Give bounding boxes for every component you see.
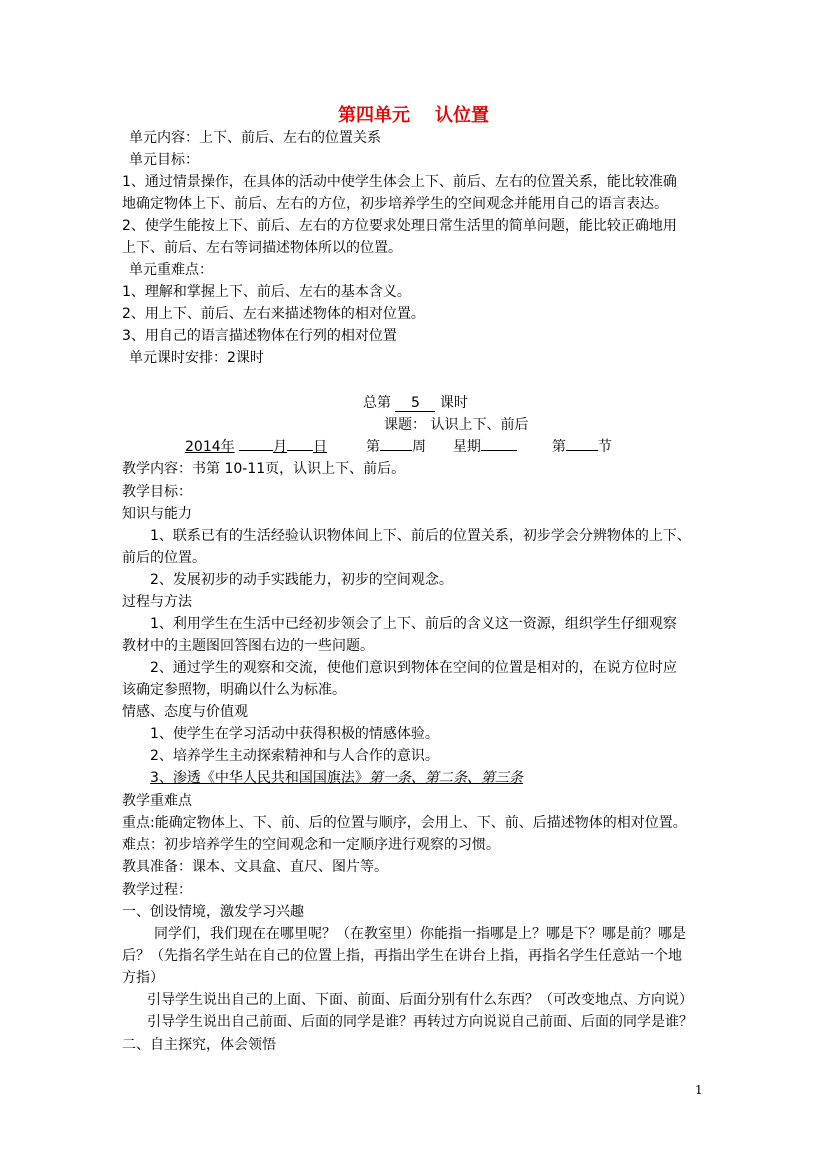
section1-para1-line1: 同学们，我们现在在哪里呢？（在教室里）你能指一指哪是上？哪是下？哪是前？哪是 [154,926,686,942]
process-item1-line2: 教材中的主题图回答图右边的一些问题。 [122,638,374,654]
unit-key2: 2、用上下、前后、左右来描述物体的相对位置。 [122,306,425,322]
unit-goal2-line2: 上下、前后、左右等词描述物体所以的位置。 [122,240,402,256]
lesson-goals-label: 教学目标： [122,484,192,500]
lesson-total-number: 5 [395,396,435,412]
emotion-item3 [150,769,523,787]
lesson-date-row [185,438,612,456]
unit-title: 第四单元 认位置 [337,105,490,126]
process-item1-line1: 1、利用学生在生活中已经初步领会了上下、前后的含义这一资源，组织学生仔细观察 [150,616,677,632]
period-label: 第 [551,439,566,455]
emotion-label: 情感、态度与价值观 [122,704,248,720]
lesson-total [363,394,468,412]
process-item2-line2: 该确定参照物，明确以什么为标准。 [122,682,346,698]
process-label: 过程与方法 [122,594,192,610]
lesson-total-prefix: 总第 [363,395,391,411]
weekday-label: 星期 [452,439,481,455]
unit-key3: 3、用自己的语言描述物体在行列的相对位置 [122,328,397,344]
knowledge-item1-line2: 前后的位置。 [122,550,206,566]
emotion-item1: 1、使学生在学习活动中获得积极的情感体验。 [150,726,439,742]
unit-schedule: 单元课时安排：2课时 [129,350,264,366]
knowledge-item1-line1: 1、联系已有的生活经验认识物体间上下、前后的位置关系，初步学会分辨物体的上下、 [150,528,691,544]
unit-goal1-line1: 1、通过情景操作，在具体的活动中使学生体会上下、前后、左右的位置关系，能比较准确 [122,174,677,190]
section1-para3: 引导学生说出自己前面、后面的同学是谁？再转过方向说说自己前面、后面的同学是谁？ [147,1014,693,1030]
emotion-item3-articles: 第一条、第二条、第三条 [368,770,523,786]
process-title: 教学过程： [122,882,192,898]
section1-para1-line3: 方指） [122,970,164,986]
teaching-tools: 教具准备：课本、文具盒、直尺、图片等。 [122,859,388,875]
emotion-item3-main: 3、渗透《中华人民共和国国旗法》 [150,770,369,786]
week-label: 第 [366,439,380,455]
process-item2-line1: 2、通过学生的观察和交流，使他们意识到物体在空间的位置是相对的，在说方位时应 [150,660,677,676]
keypoints-label: 教学重难点 [122,793,192,809]
week-suffix: 周 [412,439,426,455]
lesson-topic: 课题： 认识上下、前后 [384,417,529,433]
section2-title: 二、自主探究，体会领悟 [122,1037,276,1053]
key-point: 重点:能确定物体上、下、前、后的位置与顺序，会用上、下、前、后描述物体的相对位置。 [122,815,687,831]
unit-key-label: 单元重难点： [129,262,213,278]
knowledge-label: 知识与能力 [122,506,192,522]
date-year: 2014年 [185,439,235,455]
unit-goals-label: 单元目标： [129,152,199,168]
unit-content: 单元内容：上下、前后、左右的位置关系 [129,130,381,146]
date-day: 日 [313,439,328,455]
date-month: 月 [273,439,288,455]
section1-para1-line2: 后？（先指名学生站在自己的位置上指，再指出学生在讲台上指，再指名学生任意站一个地 [122,948,682,964]
unit-goal2-line1: 2、使学生能按上下、前后、左右的方位要求处理日常生活里的简单问题，能比较正确地用 [122,218,677,234]
section1-para2: 引导学生说出自己的上面、下面、前面、后面分别有什么东西？（可改变地点、方向说） [147,992,693,1008]
difficult-point: 难点：初步培养学生的空间观念和一定顺序进行观察的习惯。 [122,837,500,853]
section1-title: 一、创设情境，激发学习兴趣 [122,904,304,920]
page-number: 1 [695,1083,703,1097]
unit-key1: 1、理解和掌握上下、前后、左右的基本含义。 [122,284,411,300]
unit-goal1-line2: 地确定物体上下、前后、左右的方位，初步培养学生的空间观念并能用自己的语言表达。 [122,196,668,212]
knowledge-item2: 2、发展初步的动手实践能力，初步的空间观念。 [150,572,453,588]
lesson-total-suffix: 课时 [439,395,468,411]
emotion-item2: 2、培养学生主动探索精神和与人合作的意识。 [150,748,439,764]
lesson-content: 教学内容：书第 10-11页，认识上下、前后。 [122,461,406,477]
period-suffix: 节 [597,439,612,455]
